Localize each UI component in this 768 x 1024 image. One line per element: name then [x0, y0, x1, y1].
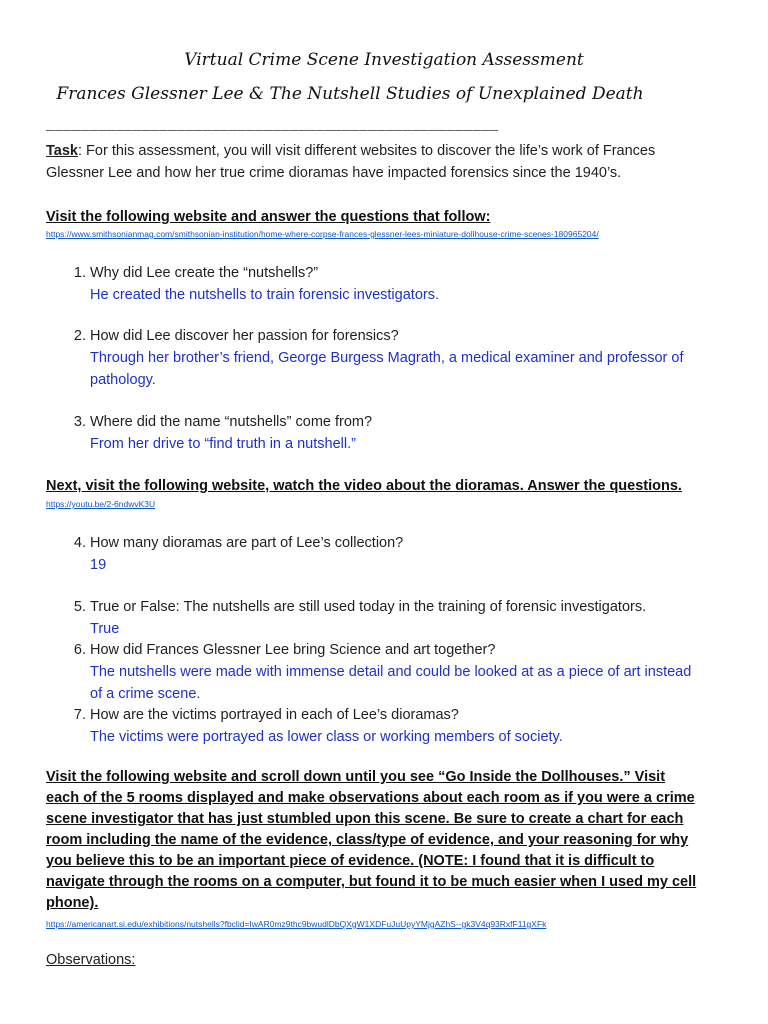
task-label: Task [46, 143, 78, 159]
question-number: 5. [73, 599, 86, 615]
question-4 [0, 532, 768, 578]
instruction-line: phone). [46, 895, 99, 911]
document-title: Virtual Crime Scene Investigation Assessment [184, 50, 584, 70]
document-subtitle: Frances Glessner Lee & The Nutshell Studies of Unexplained Death [56, 84, 644, 104]
section1-heading: Visit the following website and answer the questions that follow: [46, 209, 491, 225]
answer-text: The nutshells were made with immense detail and could be looked at as a piece of art instead [90, 664, 692, 680]
section2-link[interactable]: https://youtu.be/2-6ndwvK3U [46, 499, 156, 509]
question-number: 3. [73, 414, 86, 430]
answer-text: He created the nutshells to train forensic investigators. [90, 287, 439, 303]
answer-text: 19 [90, 557, 107, 573]
answer-text-continued: pathology. [90, 372, 156, 388]
section3-link[interactable]: https://americanart.si.edu/exhibitions/nutshells?fbclid=IwAR0mz9thc9bwudlDbQXgW1XDFuJuUpyYMjgAZhS--gk3V4q93RxfF11gXFk [46, 919, 547, 929]
question-text: How did Lee discover her passion for forensics? [90, 328, 399, 344]
question-text: Where did the name “nutshells” come from? [90, 414, 373, 430]
instruction-line: room including the name of the evidence, class/type of evidence, and your reasoning for why [46, 832, 689, 848]
question-number: 2. [73, 328, 86, 344]
observations-label: Observations: [46, 952, 136, 968]
question-6 [0, 639, 768, 705]
question-2 [0, 325, 768, 395]
question-1 [0, 262, 768, 312]
question-text: True or False: The nutshells are still used today in the training of forensic investigators. [90, 599, 647, 615]
instruction-line: navigate through the rooms on a computer, but found it to be much easier when I used my cell [46, 874, 697, 890]
question-text: How did Frances Glessner Lee bring Science and art together? [90, 642, 496, 658]
question-text: Why did Lee create the “nutshells?” [90, 265, 319, 281]
question-5 [0, 596, 768, 642]
answer-text: From her drive to “find truth in a nutshell.” [90, 436, 356, 452]
answer-text: True [90, 621, 120, 637]
section1-link[interactable]: https://www.smithsonianmag.com/smithsonian-institution/home-where-corpse-frances-glessner-lees-miniature-dollhouse-crime-scenes-180965204/ [46, 229, 599, 239]
instruction-line: you believe this to be an important piece of evidence. (NOTE: I found that it is difficult to [46, 853, 655, 869]
question-3 [0, 411, 768, 461]
question-number: 7. [73, 707, 86, 723]
instruction-line: Visit the following website and scroll down until you see “Go Inside the Dollhouses.” Visit [46, 769, 666, 785]
task-text-line2: Glessner Lee and how her true crime dioramas have impacted forensics since the 1940’s. [46, 165, 622, 181]
answer-text-continued: of a crime scene. [90, 686, 201, 702]
question-number: 6. [73, 642, 86, 658]
instruction-line: scene investigator that has just stumbled upon this scene. Be sure to create a chart for each [46, 811, 684, 827]
instruction-line: each of the 5 rooms displayed and make observations about each room as if you were a crime [46, 790, 695, 806]
question-7 [0, 704, 768, 750]
question-text: How many dioramas are part of Lee’s collection? [90, 535, 404, 551]
task-text-line1: : For this assessment, you will visit different websites to discover the life’s work of Frances [77, 143, 656, 159]
question-text: How are the victims portrayed in each of Lee’s dioramas? [90, 707, 459, 723]
section3-instructions [46, 767, 736, 914]
section2-heading: Next, visit the following website, watch the video about the dioramas. Answer the questions. [46, 478, 682, 494]
question-number: 4. [73, 535, 86, 551]
answer-text: The victims were portrayed as lower class or working members of society. [90, 729, 563, 745]
task-paragraph [46, 140, 726, 184]
answer-text: Through her brother’s friend, George Burgess Magrath, a medical examiner and professor of [90, 350, 684, 366]
question-number: 1. [73, 265, 86, 281]
divider-line: ____________________________________________________ [46, 118, 499, 134]
